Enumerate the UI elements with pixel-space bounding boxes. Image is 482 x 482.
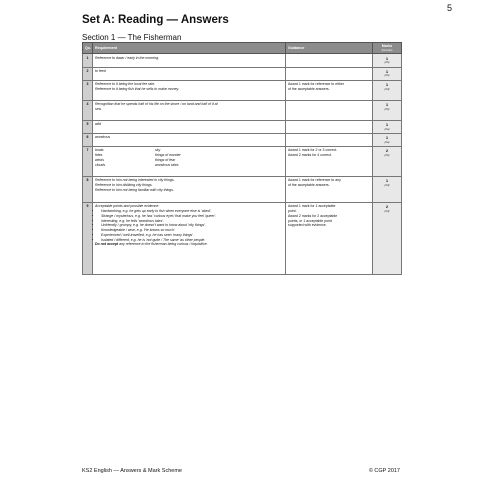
mark-value: 1	[385, 178, 389, 184]
domain-code: (2d)	[384, 86, 390, 91]
requirement-line: Recognition that he spends half of his life on the shore / on land and half of it at	[95, 102, 218, 107]
mark-value: 2	[385, 148, 389, 154]
guidance-line: point.	[288, 209, 297, 214]
marks-cell	[373, 120, 402, 133]
section-heading: Section 1 — The Fisherman	[82, 33, 182, 42]
guidance-line: Award 1 mark for 2 or 3 correct.	[288, 148, 338, 153]
question-number: 4	[83, 100, 93, 120]
list-item: • Strange / mysterious, e.g. he has 'curious eyes' that make you feel 'queer'.	[101, 214, 283, 219]
exclusion-note	[95, 242, 283, 247]
marks-cell	[373, 100, 402, 120]
question-number: 2	[83, 67, 93, 80]
marks-cell	[373, 67, 402, 80]
domain-code: (2d)	[384, 208, 390, 213]
guidance-line: points, or 1 acceptable point	[288, 218, 332, 223]
footer-right: © CGP 2017	[368, 468, 400, 474]
guidance	[286, 54, 373, 67]
mark-value: 1	[385, 69, 389, 74]
question-number: 1	[83, 54, 93, 67]
table-row	[83, 146, 402, 176]
word-pair-right: sky	[155, 148, 161, 153]
domain-code: (2d)	[384, 182, 390, 187]
guidance	[286, 133, 373, 146]
domain-code: (2a)	[384, 126, 390, 131]
list-item: • Isolated / different, e.g. he is 'not quite / The same' as other people.	[101, 238, 283, 243]
guidance	[286, 100, 373, 120]
domain-code: (2b)	[384, 73, 390, 78]
requirement-line: Reference to it being fish that he sells to make money.	[95, 86, 179, 91]
mark-value: 2	[385, 204, 389, 210]
guidance-line: Award 2 marks for 4 correct.	[288, 153, 332, 158]
guidance	[286, 67, 373, 80]
guidance	[286, 146, 373, 176]
marks-cell	[373, 176, 402, 202]
table-header-row	[83, 43, 402, 54]
guidance-line: Award 1 mark for reference to any	[288, 178, 341, 183]
guidance-line: supported with evidence.	[288, 223, 327, 228]
col-requirement: Requirement	[93, 43, 286, 54]
guidance	[286, 176, 373, 202]
guidance-line: Award 1 mark for 1 acceptable	[288, 204, 336, 209]
col-marks	[373, 43, 402, 54]
word-pair-left: clouds	[95, 162, 106, 167]
col-marks-label: Marks	[381, 44, 393, 48]
requirement	[93, 202, 286, 274]
col-guidance: Guidance	[286, 43, 373, 54]
mark-value: 1	[385, 82, 389, 88]
requirement: wondrous	[93, 133, 286, 146]
requirement-line: Reference to him not being familiar with city things.	[95, 187, 174, 192]
requirement	[93, 80, 286, 100]
table-row	[83, 133, 402, 146]
domain-code: (2a)	[384, 139, 390, 144]
table-row	[83, 100, 402, 120]
table-row	[83, 54, 402, 67]
requirement-line: sea.	[95, 106, 102, 111]
question-number: 8	[83, 176, 93, 202]
list-item: • Interesting, e.g. he tells 'wondrous tales'.	[101, 219, 283, 224]
requirement	[93, 146, 286, 176]
word-pair-right: wondrous tales	[155, 162, 179, 167]
marks-cell	[373, 80, 402, 100]
table-row	[83, 120, 402, 133]
exclusion-note-emphasis: Do not accept	[95, 242, 119, 247]
list-item: • Hardworking, e.g. he gets up early to fish when everyone else is 'abed'.	[101, 209, 283, 214]
question-number: 5	[83, 120, 93, 133]
guidance	[286, 120, 373, 133]
marks-cell	[373, 202, 402, 274]
question-number: 9	[83, 202, 93, 274]
domain-code: (2b)	[384, 60, 390, 65]
domain-code: (2b)	[384, 106, 390, 111]
list-item: • Unfriendly / grumpy, e.g. he doesn't want to know about 'city things'.	[101, 223, 283, 228]
table-row	[83, 67, 402, 80]
word-pair-left: winds	[95, 157, 104, 162]
requirement-line: Reference to him not being interested in city things.	[95, 178, 175, 183]
table-row	[83, 80, 402, 100]
mark-value: 1	[385, 135, 389, 141]
page-number: 5	[446, 3, 452, 13]
question-number: 3	[83, 80, 93, 100]
requirement-line: Reference to him disliking city things.	[95, 183, 153, 188]
marks-cell	[373, 54, 402, 67]
footer-left: KS2 English — Answers & Mark Scheme	[82, 468, 182, 474]
col-question: Qu.	[83, 43, 93, 54]
word-pair-left: tides	[95, 153, 103, 158]
list-item: • Knowledgeable / wise, e.g. 'He knows so much'.	[101, 228, 283, 233]
guidance	[286, 80, 373, 100]
requirement-intro: Acceptable points and possible evidence:	[95, 204, 160, 209]
requirement: Reference to dawn / early in the morning.	[93, 54, 286, 67]
guidance-line: Award 1 mark for reference to either	[288, 82, 344, 87]
guidance	[286, 202, 373, 274]
requirement: to feed	[93, 67, 286, 80]
page-title: Set A: Reading — Answers	[82, 14, 229, 26]
requirement	[93, 100, 286, 120]
guidance-line: of the acceptable answers.	[288, 183, 330, 188]
col-marks-sub: (Domain)	[381, 48, 393, 52]
word-pair-right: things of wonder	[155, 153, 181, 158]
word-pair-right: things of fear	[155, 157, 176, 162]
guidance-line: Award 2 marks for 2 acceptable	[288, 213, 338, 218]
word-match-grid	[95, 148, 283, 167]
requirement: wild	[93, 120, 286, 133]
list-item: • Experienced / well-travelled, e.g. he has seen 'many things'.	[101, 233, 283, 238]
exclusion-note-text: any reference to the fisherman being curious / inquisitive.	[118, 242, 208, 247]
marks-cell	[373, 133, 402, 146]
question-number: 6	[83, 133, 93, 146]
mark-value: 1	[385, 122, 389, 128]
mark-value: 1	[385, 102, 389, 108]
answers-table	[82, 42, 402, 275]
guidance-line: of the acceptable answers.	[288, 86, 330, 91]
mark-value: 1	[385, 55, 389, 61]
requirement	[93, 176, 286, 202]
table-row	[83, 202, 402, 274]
table-row	[83, 176, 402, 202]
word-pair-left: boats	[95, 148, 104, 153]
marks-cell	[373, 146, 402, 176]
requirement-line: Reference to it being the local fee rate.	[95, 82, 156, 87]
evidence-list	[95, 209, 283, 242]
question-number: 7	[83, 146, 93, 176]
domain-code: (2b)	[384, 152, 390, 157]
